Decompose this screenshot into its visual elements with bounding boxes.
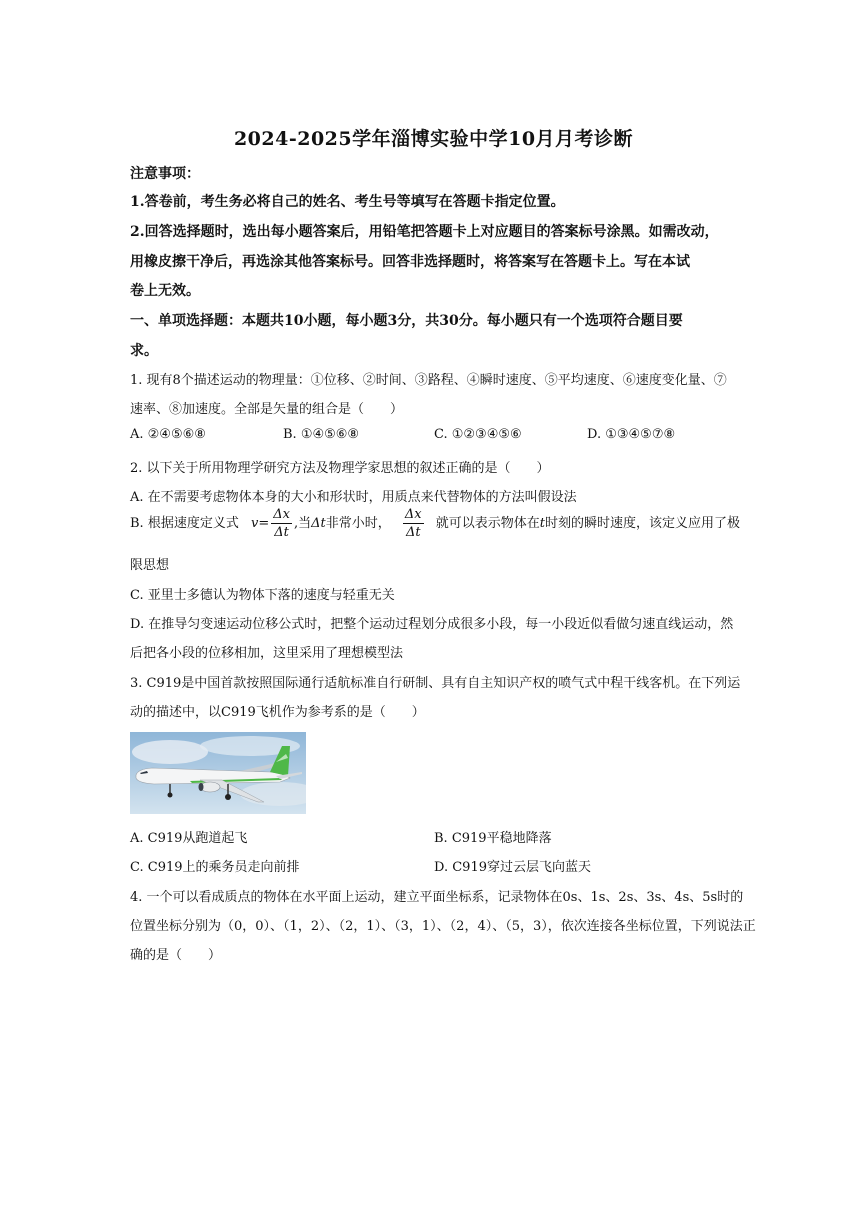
q2-b-fraction-2 [403, 508, 424, 539]
notice-heading: 注意事项： [130, 166, 200, 182]
notice-item-2a: 2.回答选择题时，选出每小题答案后，用铅笔把答题卡上对应题目的答案标号涂黑。如需改动， [130, 224, 719, 240]
q1-stem-a: 1. 现有8个描述运动的物理量：①位移、②时间、③路程、④瞬时速度、⑤平均速度、⑥速度变化量、⑦ [130, 373, 727, 388]
q2-b-prefix: B. 根据速度定义式 [130, 516, 239, 531]
q4-stem-b: 位置坐标分别为（0，0）、（1，2）、（2，1）、（3，1）、（2，4）、（5，3），依次连接各坐标位置，下列说法正 [130, 919, 756, 934]
q2-b-den-2: Δt [405, 525, 421, 540]
q1-option-c: C. ①②③④⑤⑥ [434, 427, 522, 442]
section1-heading-b: 求。 [130, 343, 158, 359]
q2-b-mid2: 非常小时， [325, 516, 391, 531]
q1-option-b: B. ①④⑤⑥⑧ [283, 427, 360, 442]
q4-stem-a: 4. 一个可以看成质点的物体在水平面上运动，建立平面坐标系，记录物体在0s、1s、2s、3s、4s、5s时的 [130, 890, 744, 905]
notice-item-2c: 卷上无效。 [130, 283, 200, 299]
notice-item-1: 1.答卷前，考生务必将自己的姓名、考生号等填写在答题卡指定位置。 [130, 194, 565, 210]
q3-stem-b: 动的描述中，以C919飞机作为参考系的是（ ） [130, 705, 425, 720]
q2-option-b-cont: 限思想 [130, 558, 170, 573]
c919-airplane-image [130, 732, 306, 814]
q2-b-den-1: Δt [274, 525, 289, 540]
q3-stem-a: 3. C919是中国首款按照国际通行适航标准自行研制、具有自主知识产权的喷气式中程干线客机。在下列运 [130, 676, 741, 691]
q3-option-a: A. C919从跑道起飞 [130, 831, 248, 846]
q1-option-d: D. ①③④⑤⑦⑧ [587, 427, 676, 442]
q2-b-mid3: 就可以表示物体在 [435, 516, 540, 531]
airplane-photo-icon [130, 732, 306, 814]
q2-b-suffix: 时刻的瞬时速度，该定义应用了极 [545, 516, 741, 531]
q2-b-mid1: ,当 [293, 516, 312, 531]
q2-b-fraction-1 [271, 508, 292, 539]
q3-option-d: D. C919穿过云层飞向蓝天 [434, 860, 591, 875]
q2-b-num-1: Δx [273, 507, 290, 522]
q1-stem-b: 速率、⑧加速度。全部是矢量的组合是（ ） [130, 402, 404, 417]
q2-option-d-b: 后把各小段的位移相加，这里采用了理想模型法 [130, 646, 404, 661]
q2-option-d-a: D. 在推导匀变速运动位移公式时，把整个运动过程划分成很多小段，每一小段近似看做匀速直线运动，然 [130, 617, 734, 632]
q3-option-b: B. C919平稳地降落 [434, 831, 552, 846]
exam-title: 2024-2025学年淄博实验中学10月月考诊断 [233, 128, 634, 150]
section1-heading-a: 一、单项选择题：本题共10小题，每小题3分，共30分。每小题只有一个选项符合题目要 [130, 313, 683, 329]
q2-b-t: t [539, 516, 546, 531]
q2-b-dt: Δt [311, 516, 326, 531]
q4-stem-c: 确的是（ ） [130, 948, 222, 963]
q2-option-a: A. 在不需要考虑物体本身的大小和形状时，用质点来代替物体的方法叫假设法 [130, 490, 577, 505]
q2-stem: 2. 以下关于所用物理学研究方法及物理学家思想的叙述正确的是（ ） [130, 461, 550, 476]
q2-option-b [130, 508, 750, 539]
notice-item-2b: 用橡皮擦干净后，再选涂其他答案标号。回答非选择题时，将答案写在答题卡上。写在本试 [130, 254, 690, 270]
q2-option-c: C. 亚里士多德认为物体下落的速度与轻重无关 [130, 588, 395, 603]
q3-option-c: C. C919上的乘务员走向前排 [130, 860, 300, 875]
q2-b-num-2: Δx [404, 507, 422, 522]
q2-b-eq: = [258, 516, 270, 531]
q1-option-a: A. ②④⑤⑥⑧ [130, 427, 206, 442]
q2-b-v: v [250, 516, 259, 531]
